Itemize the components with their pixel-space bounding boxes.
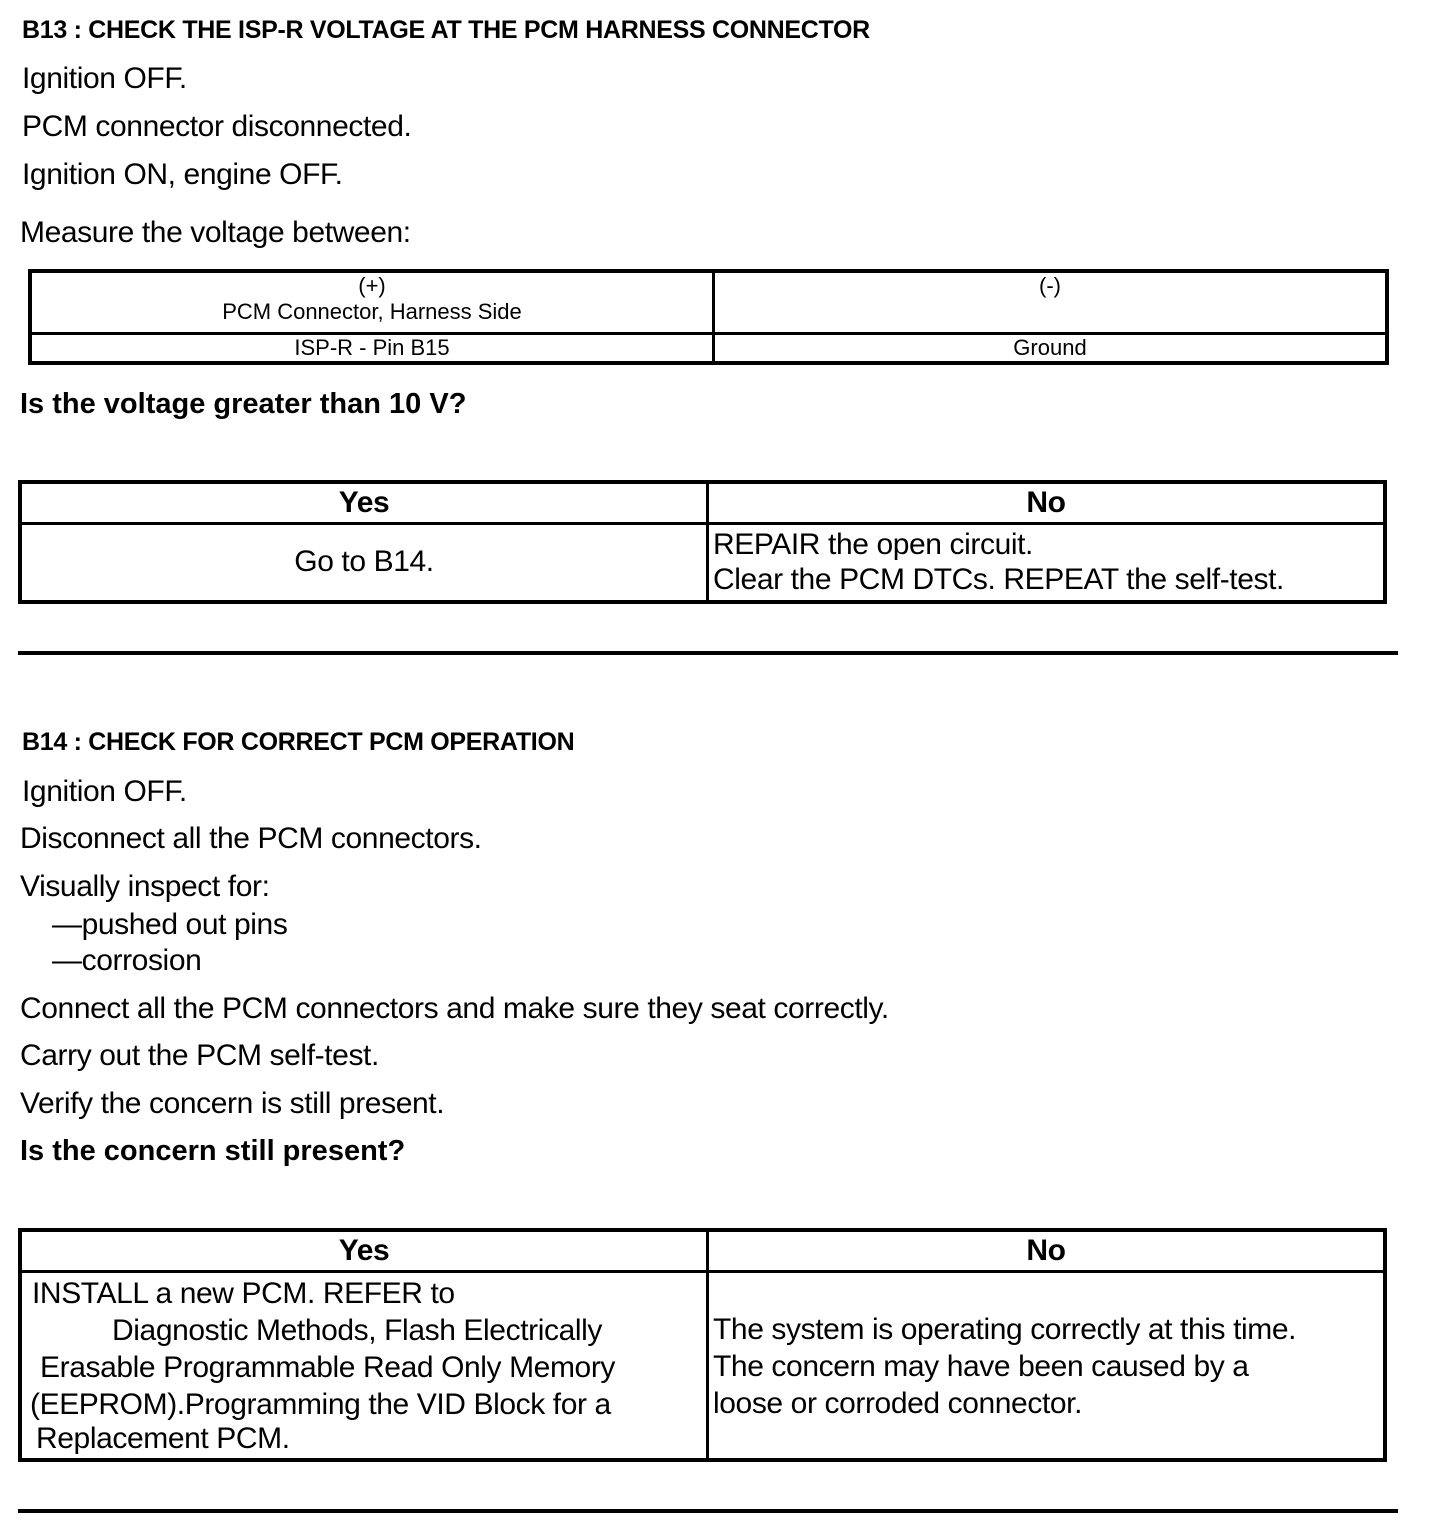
no-cell (708, 1272, 1386, 1460)
b14-question: Is the concern still present? (20, 1135, 406, 1167)
neg-header: (-) (714, 271, 1388, 333)
yes-line: (EEPROM).Programming the VID Block for a (30, 1388, 611, 1421)
b14-heading: B14 : CHECK FOR CORRECT PCM OPERATION (22, 728, 575, 756)
pos-value: ISP-R - Pin B15 (30, 333, 714, 363)
yes-header: Yes (20, 482, 708, 524)
b13-step: Measure the voltage between: (20, 216, 411, 249)
b13-step: Ignition ON, engine OFF. (22, 158, 343, 191)
b14-step: Ignition OFF. (22, 775, 187, 808)
b14-step: Visually inspect for: (20, 870, 270, 903)
yes-cell: Go to B14. (20, 524, 708, 602)
b14-result-table (18, 1228, 1387, 1462)
yes-cell (20, 1272, 708, 1460)
yes-line: Diagnostic Methods, Flash Electrically (112, 1314, 602, 1347)
b14-step: Disconnect all the PCM connectors. (20, 822, 482, 855)
no-line: Clear the PCM DTCs. REPEAT the self-test. (713, 563, 1284, 596)
pos-sub: PCM Connector, Harness Side (222, 299, 522, 324)
pos-header-cell (30, 271, 714, 333)
b13-step: Ignition OFF. (22, 62, 187, 95)
b14-step: Carry out the PCM self-test. (20, 1039, 379, 1072)
measure-table (28, 269, 1389, 365)
yes-line: INSTALL a new PCM. REFER to (32, 1277, 455, 1310)
no-line: REPAIR the open circuit. (713, 528, 1033, 561)
pos-header: (+) (358, 273, 386, 298)
inspect-item: —pushed out pins (52, 908, 288, 941)
b13-result-table (18, 480, 1387, 604)
b13-heading: B13 : CHECK THE ISP-R VOLTAGE AT THE PCM HARNESS CONNECTOR (22, 16, 870, 44)
no-header: No (708, 482, 1386, 524)
no-header: No (708, 1230, 1386, 1272)
section-divider (18, 651, 1398, 655)
no-line: loose or corroded connector. (713, 1387, 1083, 1420)
no-cell (708, 524, 1386, 602)
yes-header: Yes (20, 1230, 708, 1272)
yes-line: Erasable Programmable Read Only Memory (40, 1351, 616, 1384)
b14-step: Connect all the PCM connectors and make sure they seat correctly. (20, 992, 889, 1025)
section-divider (18, 1509, 1398, 1513)
no-line: The system is operating correctly at this time. (713, 1313, 1297, 1346)
no-line: The concern may have been caused by a (713, 1350, 1249, 1383)
neg-value: Ground (714, 333, 1388, 363)
inspect-item: —corrosion (52, 944, 202, 977)
b13-question: Is the voltage greater than 10 V? (20, 388, 467, 420)
yes-line: Replacement PCM. (36, 1422, 290, 1455)
b14-step: Verify the concern is still present. (20, 1087, 445, 1120)
b13-step: PCM connector disconnected. (22, 110, 412, 143)
